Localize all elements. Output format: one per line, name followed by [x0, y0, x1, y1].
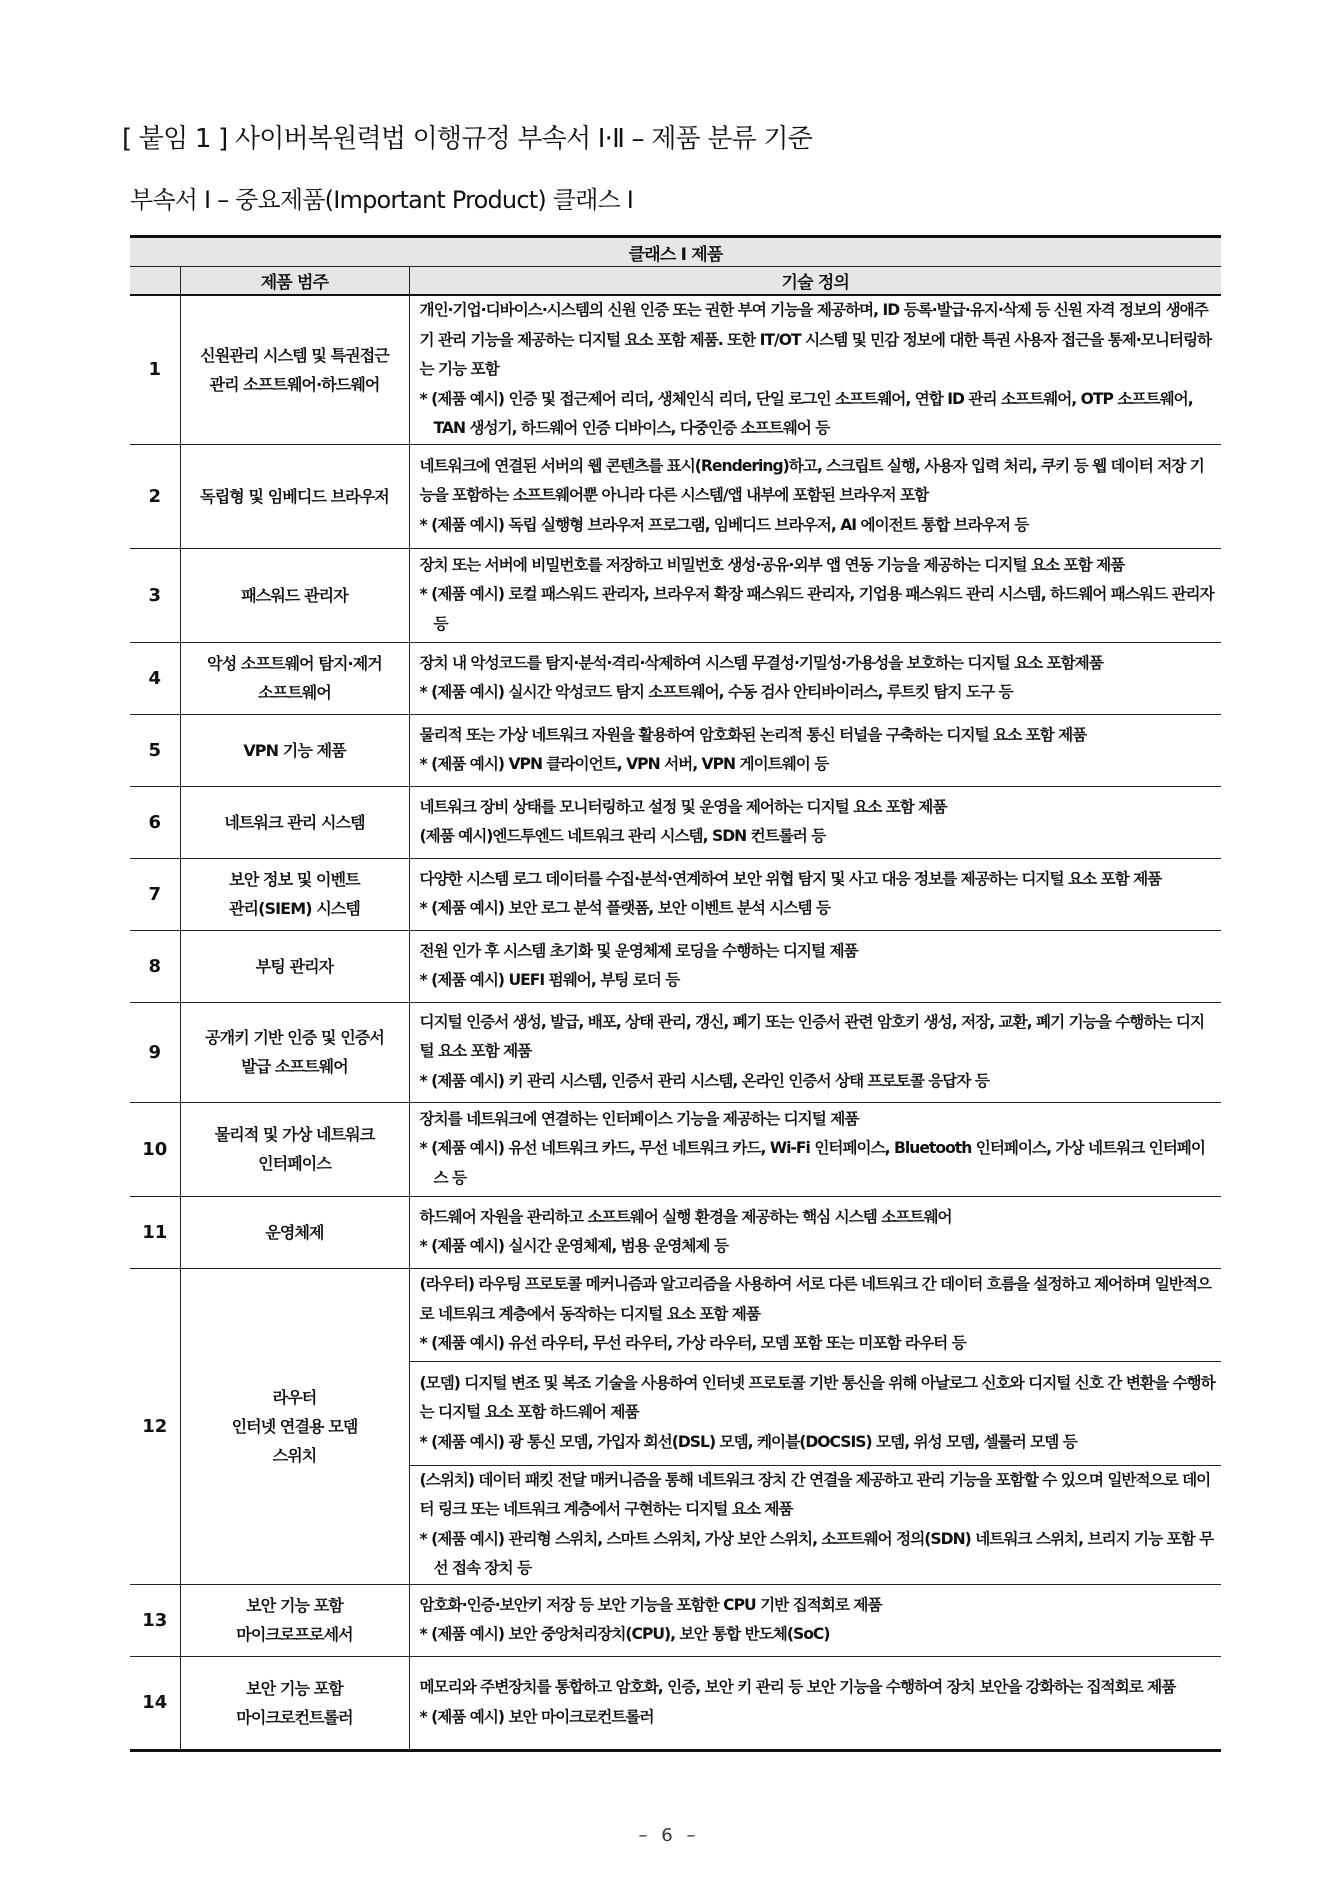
technical-definition — [409, 295, 1221, 444]
category-line: 인터페이스 — [258, 1154, 331, 1173]
technical-definition — [409, 1268, 1221, 1361]
technical-definition — [409, 786, 1221, 858]
category-line: 발급 소프트웨어 — [241, 1057, 348, 1076]
table-row — [130, 786, 1221, 858]
definition-text: 물리적 또는 가상 네트워크 자원을 활용하여 암호화된 논리적 통신 터널을 구축하는 디지털 요소 포함 제품 — [419, 725, 1087, 744]
product-category — [180, 930, 409, 1002]
product-example: * (제품 예시) 보안 중앙처리장치(CPU), 보안 통합 반도체(SoC) — [419, 1625, 830, 1643]
product-example: * (제품 예시) 보안 마이크로컨트롤러 — [419, 1707, 654, 1726]
product-category — [180, 548, 409, 642]
definition-text: 다양한 시스템 로그 데이터를 수집·분석·연계하여 보안 위협 탐지 및 사고 대응 정보를 제공하는 디지털 요소 포함 제품 — [419, 869, 1162, 888]
product-category — [180, 1002, 409, 1102]
table-row — [130, 1102, 1221, 1196]
product-category — [180, 1102, 409, 1196]
technical-definition — [409, 1102, 1221, 1196]
category-line: 운영체제 — [265, 1222, 324, 1242]
definition-text: 장치를 네트워크에 연결하는 인터페이스 기능을 제공하는 디지털 제품 — [419, 1109, 859, 1128]
technical-definition — [409, 1196, 1221, 1268]
table-row — [130, 714, 1221, 786]
product-category — [180, 295, 409, 444]
product-example: * (제품 예시) 실시간 운영체제, 범용 운영체제 등 — [419, 1237, 728, 1255]
product-category — [180, 714, 409, 786]
product-category — [180, 1656, 409, 1750]
category-line: 보안 정보 및 이벤트 — [229, 870, 360, 889]
technical-definition — [409, 1656, 1221, 1750]
row-number: 9 — [130, 1002, 180, 1102]
product-example: * (제품 예시) 로컬 패스워드 관리자, 브라우저 확장 패스워드 관리자, 기업용 패스워드 관리 시스템, 하드웨어 패스워드 관리자 등 — [419, 585, 1214, 633]
category-line: 물리적 및 가상 네트워크 — [214, 1125, 375, 1144]
product-example: * (제품 예시) 관리형 스위치, 스마트 스위치, 가상 보안 스위치, 소프트웨어 정의(SDN) 네트워크 스위치, 브리지 기능 포함 무선 접속 장치 등 — [419, 1529, 1214, 1577]
product-category — [180, 444, 409, 548]
product-example: * (제품 예시) VPN 클라이언트, VPN 서버, VPN 게이트웨이 등 — [419, 755, 829, 773]
definition-text: (라우터) 라우팅 프로토콜 메커니즘과 알고리즘을 사용하여 서로 다른 네트워크 간 데이터 흐름을 설정하고 제어하며 일반적으로 네트워크 계층에서 동작하는 디지털 요소 포함 제품 — [419, 1275, 1212, 1323]
technical-definition — [409, 444, 1221, 548]
definition-text: 하드웨어 자원을 관리하고 소프트웨어 실행 환경을 제공하는 핵심 시스템 소프트웨어 — [419, 1207, 952, 1226]
row-number: 4 — [130, 642, 180, 714]
product-example: * (제품 예시) 독립 실행형 브라우저 프로그램, 임베디드 브라우저, AI 에이전트 통합 브라우저 등 — [419, 515, 1029, 534]
header-number — [130, 267, 180, 296]
category-line: 패스워드 관리자 — [241, 585, 348, 605]
product-example: * (제품 예시) 유선 라우터, 무선 라우터, 가상 라우터, 모뎀 포함 또는 미포함 라우터 등 — [419, 1334, 966, 1353]
header-definition: 기술 정의 — [409, 267, 1221, 296]
row-number: 6 — [130, 786, 180, 858]
product-category — [180, 1268, 409, 1584]
table-row — [130, 1196, 1221, 1268]
table-caption: 클래스 Ⅰ 제품 — [130, 237, 1221, 267]
category-line: 관리 소프트웨어·하드웨어 — [209, 374, 380, 394]
row-number: 11 — [130, 1196, 180, 1268]
category-line: 라우터 — [272, 1387, 317, 1407]
category-line: 악성 소프트웨어 탐지·제거 — [207, 654, 382, 673]
definition-text: 네트워크 장비 상태를 모니터링하고 설정 및 운영을 제어하는 디지털 요소 포함 제품 — [419, 797, 947, 816]
category-line: 독립형 및 임베디드 브라우저 — [200, 486, 389, 506]
category-line: 네트워크 관리 시스템 — [224, 812, 365, 832]
row-number: 7 — [130, 858, 180, 930]
table-row — [130, 930, 1221, 1002]
definition-text: 장치 또는 서버에 비밀번호를 저장하고 비밀번호 생성·공유·외부 앱 연동 기능을 제공하는 디지털 요소 포함 제품 — [419, 555, 1125, 574]
product-example: * (제품 예시) 유선 네트워크 카드, 무선 네트워크 카드, Wi-Fi 인터페이스, Bluetooth 인터페이스, 가상 네트워크 인터페이스 등 — [419, 1139, 1205, 1187]
product-category — [180, 858, 409, 930]
row-number: 12 — [130, 1268, 180, 1584]
row-number: 14 — [130, 1656, 180, 1750]
category-line: 관리(SIEM) 시스템 — [228, 899, 360, 918]
technical-definition — [409, 858, 1221, 930]
product-category — [180, 1584, 409, 1656]
category-line: 신원관리 시스템 및 특권접근 — [200, 345, 389, 365]
category-line: 마이크로컨트롤러 — [236, 1707, 353, 1727]
row-number: 13 — [130, 1584, 180, 1656]
technical-definition — [409, 642, 1221, 714]
technical-definition — [409, 1361, 1221, 1465]
row-number: 10 — [130, 1102, 180, 1196]
category-line: 소프트웨어 — [258, 683, 331, 702]
category-line: 스위치 — [272, 1445, 317, 1465]
product-category — [180, 1196, 409, 1268]
row-number: 2 — [130, 444, 180, 548]
row-number: 3 — [130, 548, 180, 642]
technical-definition — [409, 1002, 1221, 1102]
definition-text: 디지털 인증서 생성, 발급, 배포, 상태 관리, 갱신, 폐기 또는 인증서 관련 암호키 생성, 저장, 교환, 폐기 기능을 수행하는 디지털 요소 포함 제품 — [419, 1012, 1205, 1061]
definition-text: 네트워크에 연결된 서버의 웹 콘텐츠를 표시(Rendering)하고, 스크립트 실행, 사용자 입력 처리, 쿠키 등 웹 데이터 저장 기능을 포함하는 소프트웨어뿐 아니라 다른 시스템/앱 내부에 포함된 브라우저 포함 — [419, 456, 1204, 505]
category-line: VPN 기능 제품 — [243, 740, 346, 760]
product-example: * (제품 예시) 키 관리 시스템, 인증서 관리 시스템, 온라인 인증서 상태 프로토콜 응답자 등 — [419, 1071, 989, 1090]
technical-definition — [409, 1465, 1221, 1584]
row-number: 8 — [130, 930, 180, 1002]
row-number: 5 — [130, 714, 180, 786]
category-line: 부팅 관리자 — [255, 956, 334, 976]
definition-text: (모뎀) 디지털 변조 및 복조 기술을 사용하여 인터넷 프로토콜 기반 통신을 위해 아날로그 신호와 디지털 신호 간 변환을 수행하는 디지털 요소 포함 하드웨어 제품 — [419, 1373, 1215, 1422]
product-example: (제품 예시)엔드투엔드 네트워크 관리 시스템, SDN 컨트롤러 등 — [419, 827, 826, 845]
table-row — [130, 1268, 1221, 1361]
definition-text: (스위치) 데이터 패킷 전달 매커니즘을 통해 네트워크 장치 간 연결을 제공하고 관리 기능을 포함할 수 있으며 일반적으로 데이터 링크 또는 네트워크 계층에서 구현하는 디지털 요소 제품 — [419, 1470, 1211, 1518]
table-row — [130, 295, 1221, 444]
page-number: – 6 – — [638, 1825, 700, 1846]
technical-definition — [409, 714, 1221, 786]
definition-text: 메모리와 주변장치를 통합하고 암호화, 인증, 보안 키 관리 등 보안 기능을 수행하여 장치 보안을 강화하는 집적회로 제품 — [419, 1678, 1176, 1696]
technical-definition — [409, 1584, 1221, 1656]
table-row — [130, 1002, 1221, 1102]
category-line: 인터넷 연결용 모뎀 — [231, 1416, 358, 1436]
product-category — [180, 642, 409, 714]
table-row — [130, 1584, 1221, 1656]
header-category: 제품 범주 — [180, 267, 409, 296]
table-row — [130, 1656, 1221, 1750]
definition-text: 전원 인가 후 시스템 초기화 및 운영체제 로딩을 수행하는 디지털 제품 — [419, 941, 858, 960]
category-line: 마이크로프로세서 — [236, 1625, 353, 1644]
annex-subtitle: 부속서 Ⅰ – 중요제품(Important Product) 클래스 Ⅰ — [130, 186, 634, 214]
product-classification-table — [130, 235, 1221, 1752]
product-example: * (제품 예시) 보안 로그 분석 플랫폼, 보안 이벤트 분석 시스템 등 — [419, 899, 831, 917]
product-example: * (제품 예시) UEFI 펌웨어, 부팅 로더 등 — [419, 971, 680, 989]
table-row — [130, 642, 1221, 714]
table-row — [130, 444, 1221, 548]
table-row — [130, 858, 1221, 930]
product-example: * (제품 예시) 광 통신 모뎀, 가입자 회선(DSL) 모뎀, 케이블(DOCSIS) 모뎀, 위성 모뎀, 셀룰러 모뎀 등 — [419, 1432, 1077, 1451]
category-line: 공개키 기반 인증 및 인증서 — [205, 1028, 384, 1047]
category-line: 보안 기능 포함 — [246, 1596, 343, 1615]
product-example: * (제품 예시) 실시간 악성코드 탐지 소프트웨어, 수동 검사 안티바이러스, 루트킷 탐지 도구 등 — [419, 683, 1013, 701]
category-line: 보안 기능 포함 — [246, 1678, 343, 1698]
technical-definition — [409, 930, 1221, 1002]
table-body — [130, 295, 1221, 1750]
document-title: [ 붙임 1 ] 사이버복원력법 이행규정 부속서 Ⅰ·Ⅱ – 제품 분류 기준 — [122, 124, 813, 154]
technical-definition — [409, 548, 1221, 642]
definition-text: 개인·기업·디바이스·시스템의 신원 인증 또는 권한 부여 기능을 제공하며, ID 등록·발급·유지·삭제 등 신원 자격 정보의 생애주기 관리 기능을 제공하는 디지털 요소 포함 제품. 또한 IT/OT 시스템 및 민감 정보에 대한 특권 사용자 접근을 통제·모니터링하는 기능 포함 — [419, 301, 1212, 378]
definition-text: 장치 내 악성코드를 탐지·분석·격리·삭제하여 시스템 무결성·기밀성·가용성을 보호하는 디지털 요소 포함제품 — [419, 653, 1103, 672]
table-row — [130, 548, 1221, 642]
row-number: 1 — [130, 295, 180, 444]
product-example: * (제품 예시) 인증 및 접근제어 리더, 생체인식 리더, 단일 로그인 소프트웨어, 연합 ID 관리 소프트웨어, OTP 소프트웨어, TAN 생성기, 하드웨어 인증 디바이스, 다중인증 소프트웨어 등 — [419, 389, 1193, 437]
product-category — [180, 786, 409, 858]
definition-text: 암호화·인증·보안키 저장 등 보안 기능을 포함한 CPU 기반 집적회로 제품 — [419, 1595, 882, 1614]
